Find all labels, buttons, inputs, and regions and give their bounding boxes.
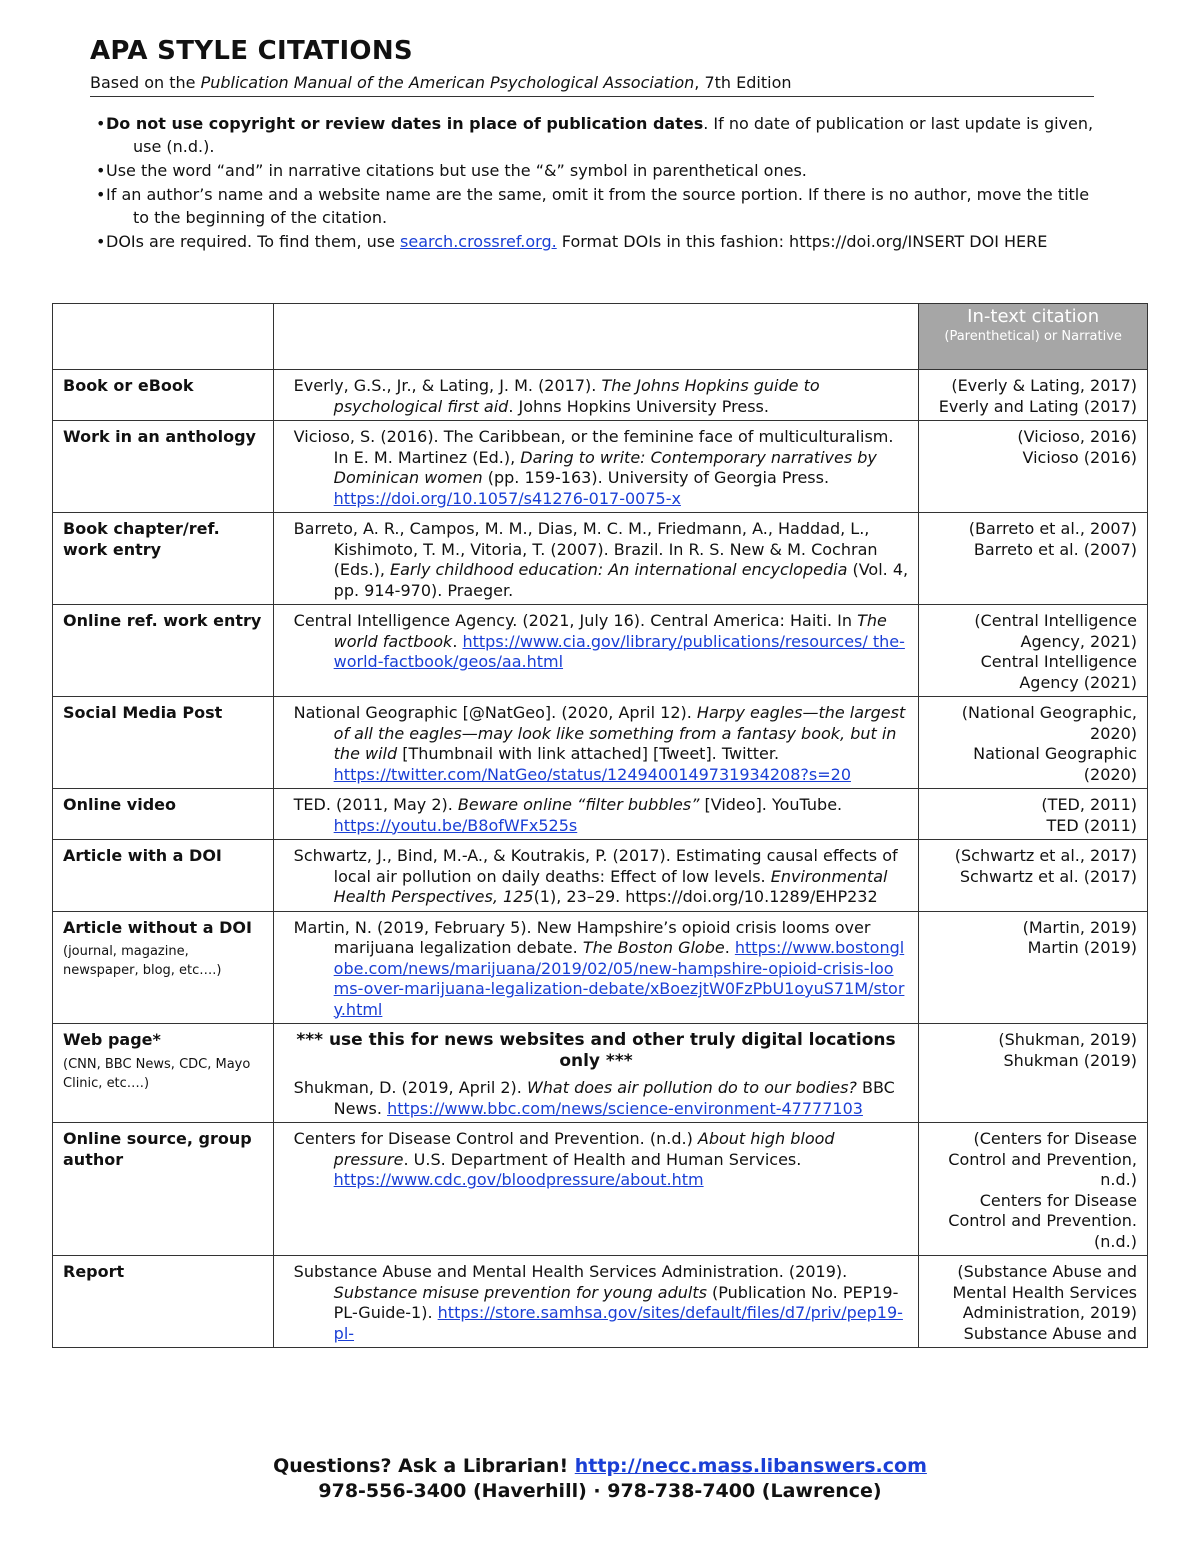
citation-title: Daring to write: Contemporary narratives by Dominican women bbox=[333, 447, 877, 487]
source-type bbox=[53, 605, 274, 697]
source-type bbox=[53, 1123, 274, 1256]
narrative-citation: Shukman (2019) bbox=[1003, 1050, 1137, 1070]
source-type bbox=[53, 840, 274, 912]
citation-cell bbox=[273, 789, 919, 840]
citation-text: National Geographic [@NatGeo]. (2020, April 12). bbox=[293, 703, 697, 722]
header-empty-cell bbox=[273, 304, 919, 370]
table-row bbox=[53, 1123, 1148, 1256]
guideline-item bbox=[96, 159, 1096, 182]
narrative-citation: Substance Abuse and bbox=[963, 1323, 1137, 1343]
intext-cell bbox=[919, 421, 1148, 513]
citation-text: (1), 23–29. https://doi.org/10.1289/EHP232 bbox=[533, 887, 878, 906]
intext-cell bbox=[919, 605, 1148, 697]
citation-text: . bbox=[724, 938, 735, 957]
citation-cell bbox=[273, 1123, 919, 1256]
citation-title: Early childhood education: An international encyclopedia bbox=[390, 560, 848, 579]
citation-link[interactable]: https://www.bbc.com/news/science-environment-47777103 bbox=[387, 1098, 863, 1118]
parenthetical-citation: (Barreto et al., 2007) bbox=[968, 519, 1137, 538]
citation-text: Everly, G.S., Jr., & Lating, J. M. (2017). bbox=[293, 376, 602, 395]
intext-cell bbox=[919, 697, 1148, 789]
narrative-citation: Barreto et al. (2007) bbox=[973, 539, 1137, 559]
table-row bbox=[53, 697, 1148, 789]
source-type-examples: (journal, magazine, newspaper, blog, etc….) bbox=[63, 944, 222, 978]
crossref-link[interactable]: search.crossref.org. bbox=[400, 232, 557, 251]
source-type-label: Social Media Post bbox=[63, 703, 223, 722]
source-type-label: Online video bbox=[63, 795, 176, 814]
narrative-citation: Central Intelligence Agency (2021) bbox=[980, 652, 1137, 692]
parenthetical-citation: (Schwartz et al., 2017) bbox=[954, 846, 1137, 865]
citation-text: Vicioso, S. (2016). The Caribbean, or the feminine face of multiculturalism. In E. M. Martinez (Ed.), bbox=[293, 427, 894, 467]
intext-cell bbox=[919, 911, 1148, 1024]
table-row bbox=[53, 370, 1148, 421]
narrative-citation: Centers for Disease Control and Prevention. (n.d.) bbox=[948, 1190, 1137, 1251]
intext-cell bbox=[919, 789, 1148, 840]
table-row bbox=[53, 789, 1148, 840]
citation-text: . bbox=[452, 631, 463, 651]
citation-title: What does air pollution do to our bodies? bbox=[526, 1078, 857, 1097]
source-type bbox=[53, 370, 274, 421]
bullet-icon: • bbox=[96, 185, 106, 204]
table-row bbox=[53, 840, 1148, 912]
citation-link[interactable]: https://www.cia.gov/library/publications/resources/ the-world-factbook/geos/aa.html bbox=[333, 631, 905, 671]
citation-title: Harpy eagles—the largest of all the eagles—may look like something from a fantasy book, but in the wild bbox=[333, 703, 906, 763]
intext-cell bbox=[919, 513, 1148, 605]
table-row bbox=[53, 911, 1148, 1024]
citation-text: (Publication No. PEP19-PL-Guide-1). bbox=[333, 1282, 899, 1322]
citation-text: (pp. 159-163). University of Georgia Press. bbox=[482, 468, 830, 487]
narrative-citation: Everly and Lating (2017) bbox=[938, 396, 1137, 416]
page-title: APA STYLE CITATIONS bbox=[90, 36, 413, 66]
footer-question bbox=[0, 1455, 1200, 1477]
citation-title: About high blood pressure bbox=[333, 1129, 835, 1169]
citation-cell bbox=[273, 697, 919, 789]
page-subtitle bbox=[90, 73, 1094, 97]
intext-header-subtitle: (Parenthetical) or Narrative bbox=[944, 329, 1122, 344]
source-type-label: Book chapter/ref. work entry bbox=[63, 519, 220, 559]
parenthetical-citation: (National Geographic, 2020) bbox=[961, 703, 1137, 743]
guideline-list bbox=[96, 112, 1096, 254]
citation-text: [Video]. YouTube. bbox=[699, 795, 843, 814]
citation-cell bbox=[273, 840, 919, 912]
source-type-label: Book or eBook bbox=[63, 376, 194, 395]
citation-cell bbox=[273, 911, 919, 1024]
intext-cell bbox=[919, 840, 1148, 912]
libanswers-link[interactable]: http://necc.mass.libanswers.com bbox=[574, 1455, 927, 1477]
guideline-text: DOIs are required. To find them, use bbox=[106, 232, 401, 251]
guideline-text: Use the word “and” in narrative citations but use the “&” symbol in parenthetical ones. bbox=[106, 161, 807, 180]
parenthetical-citation: (Vicioso, 2016) bbox=[1017, 427, 1137, 446]
source-type-label: Article without a DOI bbox=[63, 917, 252, 937]
source-type bbox=[53, 789, 274, 840]
guideline-item bbox=[96, 183, 1096, 229]
source-type bbox=[53, 697, 274, 789]
citation-title: The world factbook bbox=[333, 611, 887, 651]
intext-cell bbox=[919, 1024, 1148, 1123]
intext-cell bbox=[919, 1256, 1148, 1348]
guideline-text: Format DOIs in this fashion: https://doi.org/INSERT DOI HERE bbox=[556, 232, 1048, 251]
citation-text: . U.S. Department of Health and Human Services. bbox=[403, 1149, 802, 1169]
citation-cell bbox=[273, 513, 919, 605]
guideline-bold: Do not use copyright or review dates in place of publication dates bbox=[106, 114, 704, 133]
table-row bbox=[53, 1024, 1148, 1123]
citation-cell bbox=[273, 370, 919, 421]
footer-question-text: Questions? Ask a Librarian! bbox=[273, 1455, 575, 1477]
source-type-label: Report bbox=[63, 1262, 125, 1281]
source-type bbox=[53, 911, 274, 1024]
parenthetical-citation: (Substance Abuse and Mental Health Services Administration, 2019) bbox=[952, 1262, 1137, 1322]
source-type-label: Web page* bbox=[63, 1030, 161, 1049]
citation-cell bbox=[273, 1256, 919, 1348]
citation-text: Martin, N. (2019, February 5). New Hampshire’s opioid crisis looms over marijuana legalization debate. bbox=[293, 917, 871, 957]
narrative-citation: Martin (2019) bbox=[1027, 938, 1137, 957]
source-type-label: Online source, group author bbox=[63, 1129, 252, 1169]
citation-text: TED. (2011, May 2). bbox=[293, 795, 458, 814]
source-type-label: Work in an anthology bbox=[63, 427, 256, 446]
guideline-item bbox=[96, 112, 1096, 158]
subtitle-manual-title: Publication Manual of the American Psychological Association bbox=[200, 73, 695, 92]
narrative-citation: Vicioso (2016) bbox=[1022, 447, 1137, 467]
source-type bbox=[53, 1024, 274, 1123]
parenthetical-citation: (Martin, 2019) bbox=[1022, 917, 1137, 937]
parenthetical-citation: (Shukman, 2019) bbox=[998, 1030, 1137, 1049]
citation-link[interactable]: https://store.samhsa.gov/sites/default/files/d7/priv/pep19-pl- bbox=[333, 1303, 903, 1343]
citation-link[interactable]: https://www.cdc.gov/bloodpressure/about.htm bbox=[333, 1170, 704, 1189]
citation-title: Beware online “filter bubbles” bbox=[457, 795, 700, 814]
source-type bbox=[53, 513, 274, 605]
header-empty-cell bbox=[53, 304, 274, 370]
intext-cell bbox=[919, 370, 1148, 421]
citation-text: Centers for Disease Control and Prevention. (n.d.) bbox=[293, 1129, 698, 1148]
citation-link[interactable]: https://doi.org/10.1057/s41276-017-0075-x bbox=[333, 488, 681, 508]
parenthetical-citation: (Centers for Disease Control and Prevention, n.d.) bbox=[948, 1129, 1137, 1189]
citation-link[interactable]: https://www.bostonglobe.com/news/marijuana/2019/02/05/new-hampshire-opioid-crisis-looms-over-marijuana-legalization-debate/xBoezjtW0FzPbU1oyuS71M/story.html bbox=[333, 938, 905, 1019]
citation-cell bbox=[273, 605, 919, 697]
citation-link[interactable]: https://twitter.com/NatGeo/status/1249400149731934208?s=20 bbox=[333, 764, 851, 784]
citation-text: Barreto, A. R., Campos, M. M., Dias, M. C. M., Friedmann, A., Haddad, L., Kishimoto, T. M., Vitoria, T. (2007). Brazil. In R. S. New & M. Cochran (Eds.), bbox=[293, 519, 878, 579]
subtitle-edition: , 7th Edition bbox=[694, 73, 792, 92]
citation-link[interactable]: https://youtu.be/B8ofWFx525s bbox=[333, 815, 578, 835]
parenthetical-citation: (TED, 2011) bbox=[1041, 795, 1137, 814]
citation-text: Shukman, D. (2019, April 2). bbox=[293, 1078, 527, 1097]
narrative-citation: Schwartz et al. (2017) bbox=[959, 866, 1137, 886]
citation-text: BBC News. bbox=[333, 1078, 895, 1118]
citation-title: Environmental Health Perspectives, 125 bbox=[333, 866, 888, 906]
citation-text: Central Intelligence Agency. (2021, July 16). Central America: Haiti. In bbox=[293, 611, 858, 630]
citation-table bbox=[52, 303, 1148, 1348]
table-header-row bbox=[53, 304, 1148, 370]
citation-text: . Johns Hopkins University Press. bbox=[508, 396, 769, 416]
table-row bbox=[53, 421, 1148, 513]
bullet-icon: • bbox=[96, 232, 106, 251]
citation-text: Schwartz, J., Bind, M.-A., & Koutrakis, P. (2017). Estimating causal effects of local air pollution on daily deaths: Effect of low levels. bbox=[293, 846, 898, 886]
source-type bbox=[53, 1256, 274, 1348]
citation-cell bbox=[273, 421, 919, 513]
citation-title: The Boston Globe bbox=[582, 938, 725, 957]
bullet-icon: • bbox=[96, 114, 106, 133]
narrative-citation: TED (2011) bbox=[1046, 815, 1137, 835]
parenthetical-citation: (Everly & Lating, 2017) bbox=[951, 376, 1137, 395]
citation-title: Substance misuse prevention for young adults bbox=[333, 1282, 707, 1302]
source-type-label: Online ref. work entry bbox=[63, 611, 262, 630]
source-type bbox=[53, 421, 274, 513]
table-row bbox=[53, 1256, 1148, 1348]
parenthetical-citation: (Central Intelligence Agency, 2021) bbox=[974, 611, 1137, 651]
citation-text: Substance Abuse and Mental Health Services Administration. (2019). bbox=[293, 1262, 848, 1281]
citation-text: [Thumbnail with link attached] [Tweet]. Twitter. bbox=[397, 744, 780, 763]
source-type-label: Article with a DOI bbox=[63, 846, 222, 865]
citation-title: The Johns Hopkins guide to psychological first aid bbox=[333, 376, 820, 416]
footer-phone-numbers: 978-556-3400 (Haverhill) · 978-738-7400 (Lawrence) bbox=[318, 1480, 882, 1502]
guideline-item bbox=[96, 230, 1096, 253]
table-row bbox=[53, 605, 1148, 697]
subtitle-prefix: Based on the bbox=[90, 73, 201, 92]
bullet-icon: • bbox=[96, 161, 106, 180]
citation-text: (Vol. 4, pp. 914-970). Praeger. bbox=[333, 560, 909, 600]
intext-header-title: In-text citation bbox=[967, 306, 1100, 327]
narrative-citation: National Geographic (2020) bbox=[973, 744, 1137, 784]
source-type-examples: (CNN, BBC News, CDC, Mayo Clinic, etc….) bbox=[63, 1056, 251, 1091]
header-intext-cell bbox=[919, 304, 1148, 370]
intext-cell bbox=[919, 1123, 1148, 1256]
table-row bbox=[53, 513, 1148, 605]
citation-cell bbox=[273, 1024, 919, 1123]
web-page-note: *** use this for news websites and other truly digital locations only *** bbox=[296, 1030, 896, 1071]
guideline-text: If an author’s name and a website name are the same, omit it from the source portion. If there is no author, move the title to the beginning of the citation. bbox=[106, 185, 1090, 227]
guideline-text: . If no date of publication or last update is given, use (n.d.). bbox=[133, 114, 1094, 156]
